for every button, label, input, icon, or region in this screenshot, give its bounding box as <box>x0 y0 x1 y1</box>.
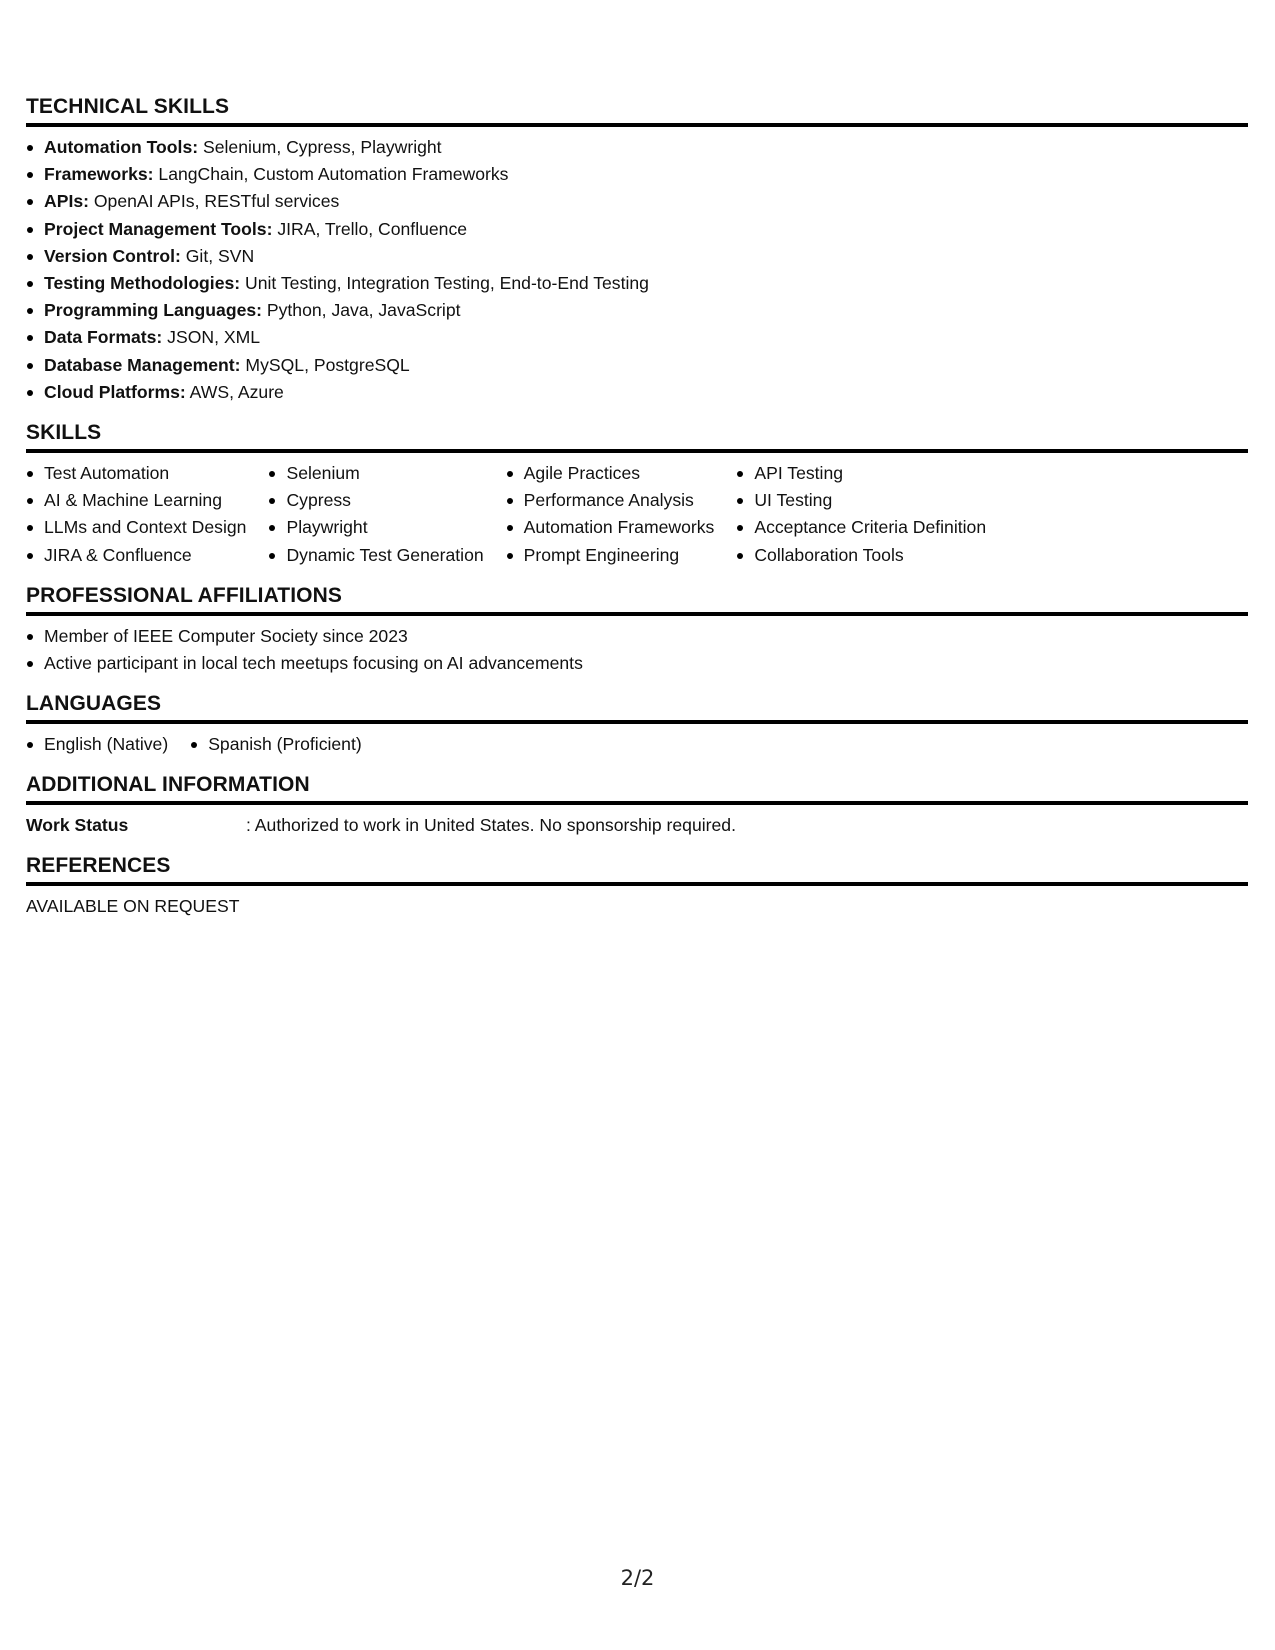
item-value: MySQL, PostgreSQL <box>240 354 410 375</box>
skills-title: SKILLS <box>26 420 1248 453</box>
work-status-label: Work Status <box>26 815 129 836</box>
references-title: REFERENCES <box>26 853 1248 886</box>
item-label: Cloud Platforms: <box>44 381 186 402</box>
skills-column-3 <box>506 460 715 569</box>
languages-section <box>26 691 1248 758</box>
list-item: UI Testing <box>736 487 986 514</box>
work-status-value: : Authorized to work in United States. No sponsorship required. <box>246 815 736 836</box>
item-value: Selenium, Cypress, Playwright <box>198 137 442 157</box>
item-label: Project Management Tools: <box>44 218 273 239</box>
list-item: Test Automation <box>26 460 246 487</box>
list-item <box>26 188 1248 215</box>
technical-skills-section <box>26 94 1248 406</box>
skills-column-2 <box>268 460 483 569</box>
list-item <box>26 324 1248 351</box>
page-number: 2/2 <box>620 1566 655 1590</box>
list-item: API Testing <box>736 460 986 487</box>
list-item: Agile Practices <box>506 460 715 487</box>
list-item: JIRA & Confluence <box>26 542 246 569</box>
affiliations-list <box>26 623 1248 677</box>
item-value: JIRA, Trello, Confluence <box>272 218 468 239</box>
list-item <box>26 297 1248 324</box>
list-item <box>26 379 1248 406</box>
list-item: Cypress <box>268 487 483 514</box>
list-item: Selenium <box>268 460 483 487</box>
additional-info-title: ADDITIONAL INFORMATION <box>26 772 1248 805</box>
skills-column-1 <box>26 460 246 569</box>
list-item <box>26 352 1248 379</box>
list-item: English (Native) <box>26 731 168 758</box>
list-item: Automation Frameworks <box>506 514 715 541</box>
affiliations-title: PROFESSIONAL AFFILIATIONS <box>26 583 1248 616</box>
item-value: AWS, Azure <box>185 381 284 402</box>
references-section <box>26 853 1248 920</box>
item-label: Automation Tools: <box>44 137 199 157</box>
affiliations-section <box>26 583 1248 677</box>
list-item <box>26 270 1248 297</box>
technical-skills-title: TECHNICAL SKILLS <box>26 94 1248 127</box>
item-value: OpenAI APIs, RESTful services <box>88 191 340 212</box>
list-item: Spanish (Proficient) <box>190 731 362 758</box>
skills-section <box>26 420 1248 569</box>
list-item: LLMs and Context Design <box>26 514 246 541</box>
item-value: LangChain, Custom Automation Frameworks <box>153 164 509 185</box>
item-label: Version Control: <box>44 245 181 266</box>
languages-list <box>26 731 1248 758</box>
item-value: Unit Testing, Integration Testing, End-to-End Testing <box>240 273 649 294</box>
list-item: Prompt Engineering <box>506 542 715 569</box>
additional-info-section <box>26 772 1248 839</box>
item-label: Programming Languages: <box>44 300 262 321</box>
list-item: Acceptance Criteria Definition <box>736 514 986 541</box>
list-item <box>26 161 1248 188</box>
skills-grid <box>26 460 1248 569</box>
resume-page <box>26 94 1248 934</box>
work-status-row <box>26 812 1248 839</box>
references-text: AVAILABLE ON REQUEST <box>26 896 240 917</box>
languages-title: LANGUAGES <box>26 691 1248 724</box>
list-item: Collaboration Tools <box>736 542 986 569</box>
list-item <box>26 243 1248 270</box>
item-value: Git, SVN <box>180 245 255 266</box>
list-item: Member of IEEE Computer Society since 2023 <box>26 623 1248 650</box>
item-value: JSON, XML <box>162 327 261 348</box>
list-item: Performance Analysis <box>506 487 715 514</box>
list-item: Playwright <box>268 514 483 541</box>
list-item <box>26 134 1248 161</box>
item-value: Python, Java, JavaScript <box>262 300 461 321</box>
list-item <box>26 216 1248 243</box>
list-item: Dynamic Test Generation <box>268 542 483 569</box>
item-label: Database Management: <box>44 354 241 375</box>
technical-skills-list <box>26 134 1248 406</box>
item-label: Frameworks: <box>44 164 154 185</box>
item-label: Testing Methodologies: <box>44 273 241 294</box>
item-label: Data Formats: <box>44 327 163 348</box>
skills-column-4 <box>736 460 986 569</box>
list-item: AI & Machine Learning <box>26 487 246 514</box>
list-item: Active participant in local tech meetups focusing on AI advancements <box>26 650 1248 677</box>
item-label: APIs: <box>44 191 89 212</box>
